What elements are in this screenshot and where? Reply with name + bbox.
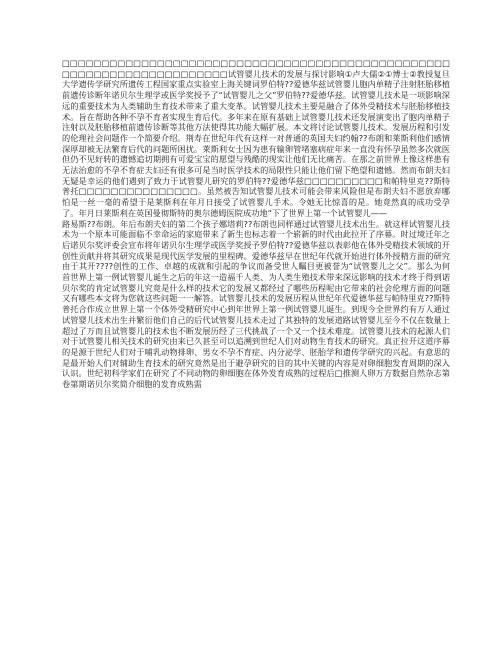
paragraph-intro: □□□□□□□□□□□□□□□□□□□□□□□□□□□□□□□□□□□□□□□□□□□□□□□□□□□□□□□□□□□□□□□□□□□□□□试管婴儿技术的发展与探讨影响①卢大儒②①博士②教授复旦大学遗传学研究所遗传工程国家重点实验室上海关键词罗伯特??爱德华兹试管婴儿胞内单精子注射胚胎移植前遗传诊断年诺贝尔生理学或医学奖授予了“试管婴儿之父”罗伯特??爱德华兹。试管婴儿技术是一项影响深远的重要技术为人类辅助生育技术带来了重大变革。试管婴儿技术主要是融合了体外受精技术与胚胎移植技术。旨在帮助各种不孕不育者实现生育后代。多年来在原有基础上试管婴儿技术还发展演变出了胞内单精子注射以及胚胎移植前遗传诊断等其他方法使得其功能大幅扩展。本文将讨论试管婴儿技术。发展历程和引发的伦理社会问题作一个简要介绍。荆寿在世纪年代有这样一对普通的英国夫妇约翰??布朗和莱斯利他们感情深厚却被无法繁育后代的问题所困扰。莱斯利女士因为患有输卵管堵塞病症年来一直没有怀孕虽然多次就医但仍不见好转的遗憾追切期拥有可爱宝宝的愿望与残酷的现实让他们无比痛苦。在那之前世界上像这样患有无法治愈的不孕不育症夫妇还有很多可是当时医学技术的局限性只能让他们留下绝望和遗憾。然而布朗夫妇无疑是幸运的他们遇到了致力于试管婴儿研究的罗伯特??爱德华兹□□□□□□□□□□和帕特里克??斯特普托□□□□□□□□□□□□□□□。虽然被告知试管婴儿技术可能会带来风险但是布朗夫妇不愿放弃哪怕是一丝一毫的希望于是莱斯利在年月日接受了试管婴儿手术。令她无比惊喜的是。她竟然真的成功受孕了。年月日莱斯利在英国曼彻斯特的奥尔德姆医院成功地“下了世界上第一个试管婴儿—— <box>62 58 450 218</box>
paragraph-body: 路易斯??布朗。年后布朗夫妇的第二个孩子娜塔莉??布朗也同样通过试管婴儿技术出生。就这样试管婴儿技术为一个原本可能面临不幸命运的家庭带来了新生也标志着一个崭新的时代由此拉开了序幕。时过境迁年之后诺贝尔奖评委会宣布将年诺贝尔生理学或医学奖授予罗伯特??爱德华兹以表彰他在体外受精技术领域的开创性贡献并将其研究成果是现代医学发展的里程碑。爱德华兹早在世纪年代就开始进行体外授精方面的研究由于其开????创性的工作、卓越的成就和引起的争议而备受世人瞩目更被誉为“试管婴儿之父”。那么为何首世界上第一例试管婴儿诞生之后的年这一造福千人类、为人类生殖技术带来深远影响的技术才终于得到诺贝尔奖的肯定试管婴儿究竟是什么样的技术它的发展又都经过了哪些历程呢由它带来的社会伦理方面的问题又有哪些本文将为您就这些问题一一解答。试管婴儿技术的发展历程从世纪年代爱德华兹与帕特里克??斯特普托合作成立世界上第一个体外受精研究中心到年世界上第一例试管婴儿诞生。到现今全世界约有万人通过试管婴儿技术出生并繁衍他们自己的后代试管婴儿技术走过了其独特的发展道路试管婴儿至今不仅在数量上超过了万而且试管婴儿的技术也不断发展历经了三代挑战了一个又一个技术难度。试管婴儿技术的起源人们对于试管婴儿相关技术的研究由来已久甚至可以追溯到世纪人们对动物生育技术的研究。真正拉开这道序幕的是源于世纪人们对于哺乳动物排卵、男女不孕不育症、内分泌学、胚胎学和遗传学研究的兴起。有意思的是最开始人们对辅助生育技术的研究竟然是出于避孕研究的目的其中关键的内容是对卵细胞发育周期的深入认识。世纪初科学家们在研究了不同动物的卵细胞在体外发育成熟的过程后□推测人卵万方数据自然杂志第卷第期诺贝尔奖简介细胞的发育成熟需 <box>62 218 450 390</box>
document-page <box>62 58 450 604</box>
